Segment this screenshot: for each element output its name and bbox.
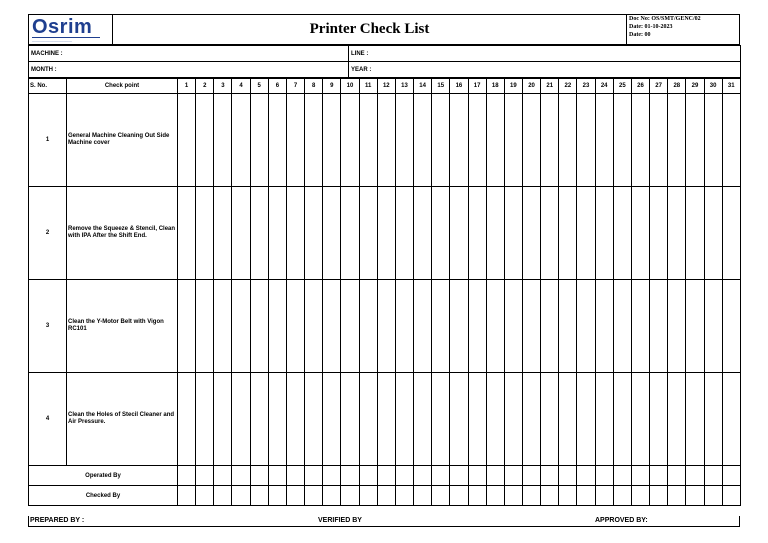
check-cell[interactable]: [395, 373, 413, 466]
check-cell[interactable]: [414, 94, 432, 187]
signature-cell[interactable]: [468, 466, 486, 486]
approved-by-label: APPROVED BY:: [595, 517, 648, 524]
signature-cell[interactable]: [323, 466, 341, 486]
check-cell[interactable]: [577, 187, 595, 280]
check-cell[interactable]: [432, 280, 450, 373]
signature-cell[interactable]: [305, 466, 323, 486]
day-header: 19: [504, 79, 522, 94]
check-cell[interactable]: [268, 280, 286, 373]
signature-cell[interactable]: [268, 466, 286, 486]
machine-field[interactable]: MACHINE :: [29, 46, 349, 62]
doc-revision: Date: 00: [629, 32, 651, 38]
check-cell[interactable]: [323, 187, 341, 280]
day-header: 23: [577, 79, 595, 94]
check-cell[interactable]: [432, 373, 450, 466]
day-header: 24: [595, 79, 613, 94]
check-cell[interactable]: [268, 373, 286, 466]
check-cell[interactable]: [323, 373, 341, 466]
check-cell[interactable]: [450, 94, 468, 187]
signature-cell[interactable]: [613, 486, 631, 506]
check-cell[interactable]: [577, 280, 595, 373]
check-cell[interactable]: [541, 187, 559, 280]
check-cell[interactable]: [704, 280, 722, 373]
check-cell[interactable]: [305, 373, 323, 466]
check-cell[interactable]: [650, 373, 668, 466]
signature-cell[interactable]: [559, 466, 577, 486]
day-header: 1: [178, 79, 196, 94]
signature-cell[interactable]: [377, 486, 395, 506]
check-cell[interactable]: [450, 280, 468, 373]
signature-cell[interactable]: [214, 486, 232, 506]
check-cell[interactable]: [577, 94, 595, 187]
check-cell[interactable]: [305, 280, 323, 373]
signature-cell[interactable]: [178, 466, 196, 486]
signature-cell[interactable]: [196, 486, 214, 506]
doc-number: Doc No: OS/SMT/GENC/02: [629, 16, 701, 22]
signature-cell[interactable]: [395, 486, 413, 506]
month-field[interactable]: MONTH :: [29, 62, 349, 78]
page-title: Printer Check List: [113, 15, 627, 45]
signature-cell[interactable]: [359, 486, 377, 506]
check-cell[interactable]: [686, 280, 704, 373]
check-cell[interactable]: [559, 373, 577, 466]
day-header: 25: [613, 79, 631, 94]
signature-cell[interactable]: [722, 466, 740, 486]
check-cell[interactable]: [232, 373, 250, 466]
signature-cell[interactable]: [668, 486, 686, 506]
row-number: 1: [29, 94, 67, 187]
signature-cell[interactable]: [232, 486, 250, 506]
check-cell[interactable]: [178, 280, 196, 373]
day-header: 4: [232, 79, 250, 94]
check-cell[interactable]: [414, 187, 432, 280]
signature-cell[interactable]: [668, 466, 686, 486]
check-cell[interactable]: [286, 280, 304, 373]
check-cell[interactable]: [468, 373, 486, 466]
check-cell[interactable]: [432, 187, 450, 280]
check-cell[interactable]: [486, 373, 504, 466]
check-cell[interactable]: [650, 94, 668, 187]
check-cell[interactable]: [595, 94, 613, 187]
check-cell[interactable]: [414, 373, 432, 466]
check-cell[interactable]: [305, 94, 323, 187]
check-cell[interactable]: [613, 187, 631, 280]
check-cell[interactable]: [504, 94, 522, 187]
check-cell[interactable]: [196, 280, 214, 373]
signature-cell[interactable]: [286, 486, 304, 506]
check-cell[interactable]: [613, 373, 631, 466]
signature-cell[interactable]: [486, 486, 504, 506]
check-cell[interactable]: [450, 373, 468, 466]
check-cell[interactable]: [704, 373, 722, 466]
check-cell[interactable]: [504, 280, 522, 373]
signature-cell[interactable]: [468, 486, 486, 506]
checkpoint-text: General Machine Cleaning Out Side Machine cover: [67, 94, 178, 187]
checkpoint-text: Remove the Squeeze & Stencil, Clean with IPA After the Shift End.: [67, 187, 178, 280]
check-cell[interactable]: [522, 280, 540, 373]
signature-cell[interactable]: [232, 466, 250, 486]
signature-cell[interactable]: [595, 466, 613, 486]
check-cell[interactable]: [395, 280, 413, 373]
row-number: 2: [29, 187, 67, 280]
row-number: 4: [29, 373, 67, 466]
signature-cell[interactable]: [323, 486, 341, 506]
check-cell[interactable]: [178, 187, 196, 280]
signature-cell[interactable]: [631, 486, 649, 506]
operated-by-row: [29, 466, 741, 486]
check-cell[interactable]: [377, 187, 395, 280]
check-cell[interactable]: [486, 280, 504, 373]
check-cell[interactable]: [359, 280, 377, 373]
signature-cell[interactable]: [341, 466, 359, 486]
day-header: 7: [286, 79, 304, 94]
day-header: 10: [341, 79, 359, 94]
check-cell[interactable]: [250, 94, 268, 187]
check-cell[interactable]: [395, 187, 413, 280]
check-cell[interactable]: [178, 373, 196, 466]
header-table: [28, 14, 740, 45]
check-cell[interactable]: [359, 373, 377, 466]
signature-cell[interactable]: [359, 466, 377, 486]
check-cell[interactable]: [268, 94, 286, 187]
day-header: 28: [668, 79, 686, 94]
sno-header: S. No.: [29, 79, 67, 94]
day-header: 20: [522, 79, 540, 94]
logo: [29, 15, 113, 45]
signature-cell[interactable]: [250, 466, 268, 486]
year-field[interactable]: YEAR :: [349, 62, 741, 78]
line-field[interactable]: LINE :: [349, 46, 741, 62]
day-header: 16: [450, 79, 468, 94]
signature-cell[interactable]: [541, 486, 559, 506]
signature-cell[interactable]: [613, 466, 631, 486]
day-header: 13: [395, 79, 413, 94]
check-cell[interactable]: [377, 373, 395, 466]
signature-cell[interactable]: [341, 486, 359, 506]
signature-cell[interactable]: [250, 486, 268, 506]
check-cell[interactable]: [178, 94, 196, 187]
checked-by-row-label: Checked By: [29, 486, 178, 506]
check-cell[interactable]: [668, 280, 686, 373]
check-cell[interactable]: [432, 94, 450, 187]
check-cell[interactable]: [668, 373, 686, 466]
day-header: 29: [686, 79, 704, 94]
day-header: 3: [214, 79, 232, 94]
operated-by-row-label: Operated By: [29, 466, 178, 486]
check-cell[interactable]: [686, 373, 704, 466]
check-cell[interactable]: [668, 94, 686, 187]
check-cell[interactable]: [305, 187, 323, 280]
day-header: 17: [468, 79, 486, 94]
check-cell[interactable]: [577, 373, 595, 466]
row-number: 3: [29, 280, 67, 373]
check-cell[interactable]: [450, 187, 468, 280]
day-header: 27: [650, 79, 668, 94]
check-cell[interactable]: [613, 94, 631, 187]
signature-cell[interactable]: [704, 466, 722, 486]
check-cell[interactable]: [414, 280, 432, 373]
day-header: 21: [541, 79, 559, 94]
checkpoint-row: [29, 373, 741, 466]
check-cell[interactable]: [650, 187, 668, 280]
check-cell[interactable]: [341, 94, 359, 187]
grid-header-row: [29, 79, 741, 94]
day-header: 8: [305, 79, 323, 94]
logo-text: Osrim: [32, 15, 93, 38]
check-cell[interactable]: [704, 187, 722, 280]
check-cell[interactable]: [232, 280, 250, 373]
prepared-by-label: PREPARED BY :: [30, 517, 85, 524]
day-header: 9: [323, 79, 341, 94]
check-cell[interactable]: [377, 94, 395, 187]
check-cell[interactable]: [486, 94, 504, 187]
signature-cell[interactable]: [214, 466, 232, 486]
check-cell[interactable]: [631, 373, 649, 466]
signature-cell[interactable]: [722, 486, 740, 506]
signature-cell[interactable]: [286, 466, 304, 486]
day-header: 15: [432, 79, 450, 94]
check-cell[interactable]: [395, 94, 413, 187]
day-header: 22: [559, 79, 577, 94]
check-cell[interactable]: [559, 187, 577, 280]
signature-cell[interactable]: [686, 466, 704, 486]
day-header: 5: [250, 79, 268, 94]
check-cell[interactable]: [486, 187, 504, 280]
checked-by-row: [29, 486, 741, 506]
signature-cell[interactable]: [178, 486, 196, 506]
checkpoint-text: Clean the Holes of Stecil Cleaner and Air Pressure.: [67, 373, 178, 466]
signature-cell[interactable]: [377, 466, 395, 486]
day-header: 31: [722, 79, 740, 94]
check-cell[interactable]: [631, 280, 649, 373]
signature-cell[interactable]: [577, 486, 595, 506]
check-cell[interactable]: [377, 280, 395, 373]
signature-cell[interactable]: [559, 486, 577, 506]
check-cell[interactable]: [196, 373, 214, 466]
check-cell[interactable]: [631, 94, 649, 187]
check-cell[interactable]: [323, 280, 341, 373]
check-cell[interactable]: [232, 94, 250, 187]
check-cell[interactable]: [722, 280, 740, 373]
signature-cell[interactable]: [196, 466, 214, 486]
check-cell[interactable]: [250, 373, 268, 466]
check-cell[interactable]: [722, 94, 740, 187]
check-cell[interactable]: [522, 187, 540, 280]
signature-cell[interactable]: [522, 486, 540, 506]
signature-cell[interactable]: [541, 466, 559, 486]
doc-date: Date: 01-10-2023: [629, 24, 673, 30]
check-cell[interactable]: [504, 373, 522, 466]
signature-cell[interactable]: [504, 486, 522, 506]
check-cell[interactable]: [631, 187, 649, 280]
signature-cell[interactable]: [395, 466, 413, 486]
day-header: 14: [414, 79, 432, 94]
signature-cell[interactable]: [650, 466, 668, 486]
signature-cell[interactable]: [432, 466, 450, 486]
day-header: 2: [196, 79, 214, 94]
check-cell[interactable]: [468, 280, 486, 373]
check-cell[interactable]: [196, 187, 214, 280]
check-cell[interactable]: [559, 94, 577, 187]
logo-tagline: ________________________: [32, 37, 100, 42]
check-cell[interactable]: [214, 280, 232, 373]
check-cell[interactable]: [214, 187, 232, 280]
signature-cell[interactable]: [486, 466, 504, 486]
checkpoint-header: Check point: [67, 79, 178, 94]
check-cell[interactable]: [704, 94, 722, 187]
signature-cell[interactable]: [595, 486, 613, 506]
signature-cell[interactable]: [631, 466, 649, 486]
check-cell[interactable]: [541, 280, 559, 373]
check-cell[interactable]: [595, 187, 613, 280]
check-cell[interactable]: [559, 280, 577, 373]
signature-cell[interactable]: [650, 486, 668, 506]
check-cell[interactable]: [668, 187, 686, 280]
check-cell[interactable]: [722, 373, 740, 466]
doc-info: [627, 15, 740, 45]
check-cell[interactable]: [722, 187, 740, 280]
check-cell[interactable]: [541, 373, 559, 466]
signature-cell[interactable]: [450, 486, 468, 506]
checkpoint-row: [29, 187, 741, 280]
check-cell[interactable]: [286, 94, 304, 187]
checkpoint-row: [29, 94, 741, 187]
check-cell[interactable]: [468, 187, 486, 280]
check-cell[interactable]: [286, 187, 304, 280]
day-header: 11: [359, 79, 377, 94]
signature-cell[interactable]: [305, 486, 323, 506]
signature-cell[interactable]: [704, 486, 722, 506]
signature-cell[interactable]: [432, 486, 450, 506]
check-cell[interactable]: [341, 280, 359, 373]
check-cell[interactable]: [250, 187, 268, 280]
check-cell[interactable]: [595, 280, 613, 373]
check-cell[interactable]: [214, 94, 232, 187]
info-table: [28, 45, 741, 78]
check-cell[interactable]: [341, 187, 359, 280]
day-header: 18: [486, 79, 504, 94]
check-cell[interactable]: [686, 187, 704, 280]
checkpoint-text: Clean the Y-Motor Belt with Vigon RC101: [67, 280, 178, 373]
day-header: 26: [631, 79, 649, 94]
day-header: 6: [268, 79, 286, 94]
verified-by-label: VERIFIED BY: [318, 517, 362, 524]
check-cell[interactable]: [686, 94, 704, 187]
check-cell[interactable]: [522, 373, 540, 466]
check-cell[interactable]: [650, 280, 668, 373]
check-cell[interactable]: [196, 94, 214, 187]
check-cell[interactable]: [286, 373, 304, 466]
check-cell[interactable]: [359, 94, 377, 187]
signature-cell[interactable]: [268, 486, 286, 506]
check-cell[interactable]: [468, 94, 486, 187]
signature-cell[interactable]: [577, 466, 595, 486]
check-cell[interactable]: [323, 94, 341, 187]
check-cell[interactable]: [359, 187, 377, 280]
signature-cell[interactable]: [414, 466, 432, 486]
check-cell[interactable]: [595, 373, 613, 466]
check-cell[interactable]: [232, 187, 250, 280]
checkpoint-row: [29, 280, 741, 373]
check-cell[interactable]: [504, 187, 522, 280]
signature-cell[interactable]: [450, 466, 468, 486]
day-header: 30: [704, 79, 722, 94]
check-cell[interactable]: [541, 94, 559, 187]
checklist-grid: [28, 78, 741, 506]
check-cell[interactable]: [214, 373, 232, 466]
signature-cell[interactable]: [414, 486, 432, 506]
signature-cell[interactable]: [522, 466, 540, 486]
check-cell[interactable]: [522, 94, 540, 187]
signature-cell[interactable]: [686, 486, 704, 506]
signature-cell[interactable]: [504, 466, 522, 486]
check-cell[interactable]: [268, 187, 286, 280]
signature-footer: [28, 516, 740, 527]
checklist-sheet: [28, 14, 740, 506]
check-cell[interactable]: [341, 373, 359, 466]
check-cell[interactable]: [613, 280, 631, 373]
day-header: 12: [377, 79, 395, 94]
check-cell[interactable]: [250, 280, 268, 373]
